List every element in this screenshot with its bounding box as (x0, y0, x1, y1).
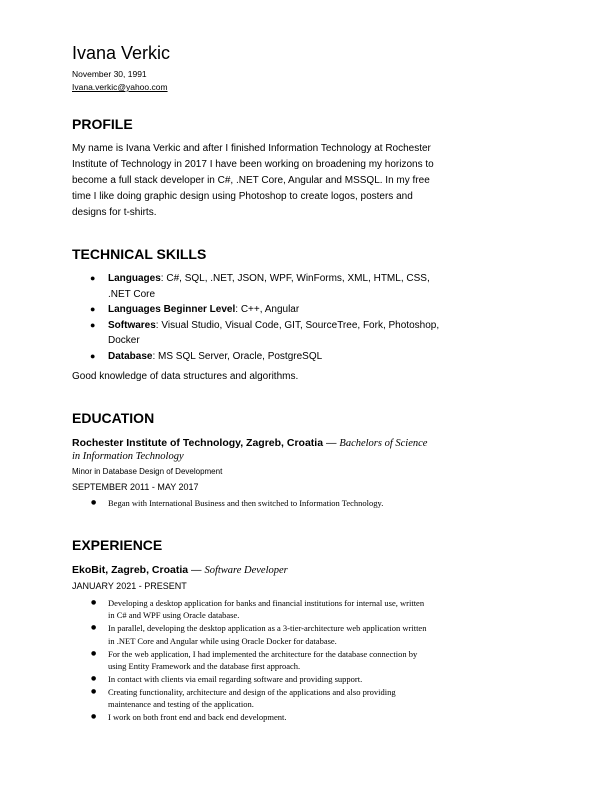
degree: Bachelors of Science in Information Technology (72, 438, 428, 462)
resume (72, 42, 472, 724)
skills-footer: Good knowledge of data structures and algorithms. (72, 371, 299, 382)
birth-date: November 30, 1991 (72, 69, 147, 79)
education-minor: Minor in Database Design of Development (72, 467, 223, 476)
job-role: Software Developer (204, 564, 288, 576)
education-title: Rochester Institute of Technology, Zagreb, Croatia — Bachelors of Science in Information Technology (72, 437, 428, 462)
skills-heading: TECHNICAL SKILLS (72, 246, 207, 262)
profile-text: My name is Ivana Verkic and after I finished Information Technology at Rochester Institute of Technology in 2017 I have been working on broadening my horizons to become a full stack developer in C#, .NET Core, Angular and MSSQL. In my free time I like doing graphic design using Photoshop to create logos, posters and designs for t-shirts. (72, 143, 434, 218)
experience-title: EkoBit, Zagreb, Croatia — Software Developer (72, 563, 288, 576)
list-item: ● In parallel, developing the desktop application as a 3-tier-architecture web application written in .NET Core and Angular while using Oracle Docker for database. (72, 622, 432, 647)
list-item: ● Began with International Business and then switched to Information Technology. (72, 497, 472, 510)
education-heading: EDUCATION (72, 410, 155, 426)
experience-bullets (72, 597, 432, 724)
list-item: ● Developing a desktop application for banks and financial institutions for internal use, written in C# and WPF using Oracle database. (72, 597, 432, 622)
skill-item: ● Database: MS SQL Server, Oracle, PostgreSQL (72, 349, 442, 365)
experience-heading: EXPERIENCE (72, 536, 163, 553)
skill-item: ● Languages: C#, SQL, .NET, JSON, WPF, WinForms, XML, HTML, CSS, .NET Core (72, 271, 442, 302)
education-bullets (72, 497, 472, 510)
list-item: ● I work on both front end and back end development. (72, 711, 432, 724)
school-name: Rochester Institute of Technology, Zagreb, Croatia (72, 437, 324, 449)
candidate-name: Ivana Verkic (72, 43, 171, 63)
education-dates: SEPTEMBER 2011 - MAY 2017 (72, 482, 199, 492)
email-link[interactable]: Ivana.verkic@yahoo.com (72, 82, 168, 92)
skills-list (72, 271, 442, 364)
list-item: ● In contact with clients via email regarding software and providing support. (72, 673, 432, 686)
list-item: ● Creating functionality, architecture and design of the applications and also providing maintenance and testing of the application. (72, 686, 432, 711)
skill-item: ● Softwares: Visual Studio, Visual Code, GIT, SourceTree, Fork, Photoshop, Docker (72, 318, 442, 349)
company-name: EkoBit, Zagreb, Croatia (72, 563, 189, 576)
experience-dates: JANUARY 2021 - PRESENT (72, 580, 187, 591)
profile-heading: PROFILE (72, 116, 133, 132)
list-item: ● For the web application, I had implemented the architecture for the database connection by using Entity Framework and the database first approach. (72, 648, 432, 673)
skill-item: ● Languages Beginner Level: C++, Angular (72, 302, 442, 318)
